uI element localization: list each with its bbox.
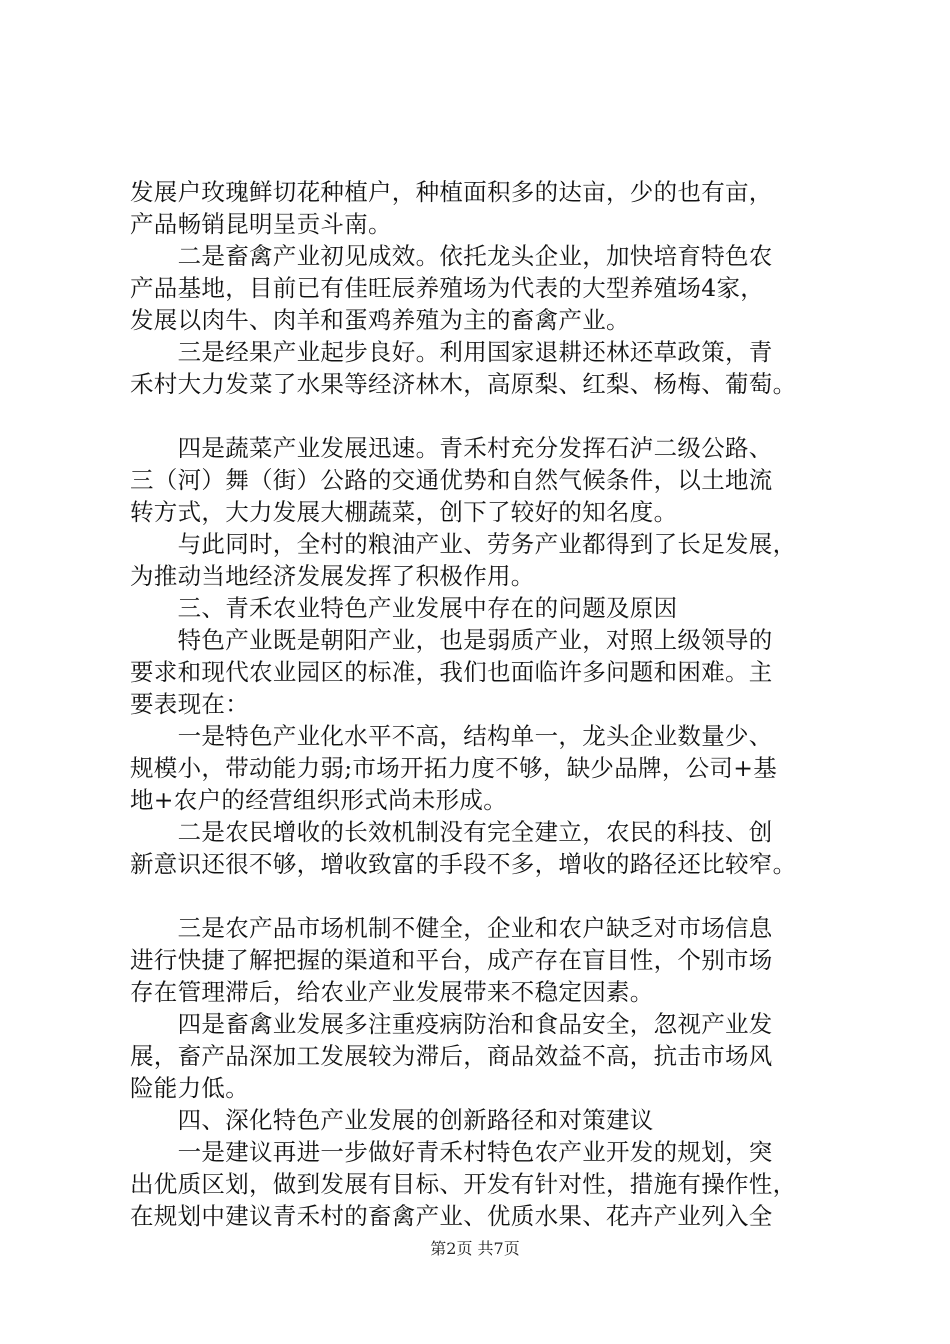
text-line: 地+农户的经营组织形式尚未形成。 <box>130 786 507 814</box>
text-line: 发展户玫瑰鲜切花种植户，种植面积多的达亩，少的也有亩， <box>130 178 773 206</box>
text-line: 二是畜禽产业初见成效。依托龙头企业，加快培育特色农 <box>130 242 773 270</box>
text-line: 规模小，带动能力弱;市场开拓力度不够，缺少品牌，公司+基 <box>130 754 778 782</box>
page-number-footer: 第2页 共7页 <box>430 1239 520 1258</box>
text-line: 出优质区划，做到发展有目标、开发有针对性，措施有操作性， <box>130 1170 797 1198</box>
text-line: 要求和现代农业园区的标准，我们也面临许多问题和困难。主 <box>130 658 773 686</box>
text-line: 四是蔬菜产业发展迅速。青禾村充分发挥石泸二级公路、 <box>130 434 773 462</box>
text-line: 一是特色产业化水平不高，结构单一，龙头企业数量少、 <box>130 722 773 750</box>
text-line: 特色产业既是朝阳产业，也是弱质产业，对照上级领导的 <box>130 626 773 654</box>
text-line: 禾村大力发菜了水果等经济林木，高原梨、红梨、杨梅、葡萄。 <box>130 370 797 398</box>
text-line: 进行快捷了解把握的渠道和平台，成产存在盲目性，个别市场 <box>130 946 773 974</box>
text-line: 与此同时，全村的粮油产业、劳务产业都得到了长足发展， <box>130 530 797 558</box>
text-line: 一是建议再进一步做好青禾村特色农产业开发的规划，突 <box>130 1138 773 1166</box>
text-line: 在规划中建议青禾村的畜禽产业、优质水果、花卉产业列入全 <box>130 1202 773 1230</box>
text-line: 发展以肉牛、肉羊和蛋鸡养殖为主的畜禽产业。 <box>130 306 630 334</box>
text-line: 四是畜禽业发展多注重疫病防治和食品安全，忽视产业发 <box>130 1010 773 1038</box>
text-line: 要表现在： <box>130 690 249 718</box>
text-line: 存在管理滞后，给农业产业发展带来不稳定因素。 <box>130 978 654 1006</box>
text-line: 产品畅销昆明呈贡斗南。 <box>130 210 392 238</box>
text-line: 三是农产品市场机制不健全，企业和农户缺乏对市场信息 <box>130 914 773 942</box>
text-line: 三（河）舞（街）公路的交通优势和自然气候条件，以土地流 <box>130 466 773 494</box>
text-line: 产品基地，目前已有佳旺辰养殖场为代表的大型养殖场4家， <box>130 274 765 302</box>
text-line: 三是经果产业起步良好。利用国家退耕还林还草政策，青 <box>130 338 773 366</box>
text-line: 为推动当地经济发展发挥了积极作用。 <box>130 562 535 590</box>
blank-line <box>130 399 830 433</box>
text-line: 二是农民增收的长效机制没有完全建立，农民的科技、创 <box>130 818 773 846</box>
section-heading: 四、深化特色产业发展的创新路径和对策建议 <box>130 1106 654 1134</box>
text-line: 展，畜产品深加工发展较为滞后，商品效益不高，抗击市场风 <box>130 1042 773 1070</box>
text-line: 转方式，大力发展大棚蔬菜，创下了较好的知名度。 <box>130 498 678 526</box>
section-heading: 三、青禾农业特色产业发展中存在的问题及原因 <box>130 594 678 622</box>
text-line: 险能力低。 <box>130 1074 249 1102</box>
blank-line <box>130 879 830 913</box>
text-line: 新意识还很不够，增收致富的手段不多，增收的路径还比较窄。 <box>130 850 797 878</box>
